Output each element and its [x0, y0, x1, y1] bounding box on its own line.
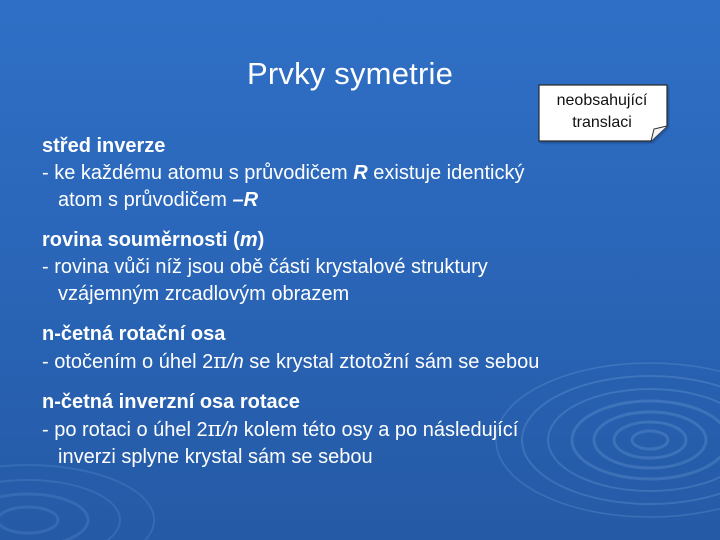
mirror-plane-heading-text: rovina souměrnosti ( [42, 229, 240, 251]
rotoinversion-axis-section [42, 389, 702, 471]
rotation-axis-line-1-suffix: se krystal ztotožní sám se sebou [243, 351, 540, 373]
slide-content [42, 133, 702, 481]
inversion-center-line-1-prefix: - ke každému atomu s průvodičem [42, 162, 354, 184]
inversion-center-line-1-suffix: existuje identický [367, 162, 525, 184]
rotation-axis-line-1 [42, 348, 702, 376]
mirror-plane-line-2: vzájemným zrcadlovým obrazem [58, 283, 350, 305]
inversion-center-r-variable: R [353, 162, 368, 184]
inversion-center-section [42, 133, 702, 214]
rotation-axis-heading: n-četná rotační osa [42, 323, 226, 345]
mirror-plane-heading-suffix: ) [257, 229, 265, 251]
callout-line-1: neobsahující [556, 92, 648, 109]
slide-title: Prvky symetrie [246, 56, 454, 91]
inversion-center-line-2-prefix: atom s průvodičem [58, 189, 233, 211]
rotation-axis-n-variable: /n [227, 351, 244, 373]
rotation-axis-line-1-prefix: - otočením o úhel 2 [42, 351, 214, 373]
rotoinversion-axis-pi-symbol: π [207, 417, 222, 441]
mirror-plane-heading [42, 227, 702, 254]
mirror-plane-section [42, 227, 702, 308]
inversion-center-minus-r-variable: –R [232, 189, 259, 211]
rotoinversion-axis-line-2: inverzi splyne krystal sám se sebou [58, 446, 373, 468]
callout-text [538, 90, 666, 134]
rotoinversion-axis-heading: n-četná inverzní osa rotace [42, 391, 300, 413]
rotoinversion-axis-line-1-suffix: kolem této osy a po následující [238, 419, 519, 441]
callout-line-2: translaci [572, 114, 632, 131]
rotoinversion-axis-line-1 [42, 416, 702, 444]
inversion-center-line-2 [42, 187, 702, 214]
rotoinversion-axis-line-1-prefix: - po rotaci o úhel 2 [42, 419, 208, 441]
rotoinversion-axis-n-variable: /n [221, 419, 239, 441]
mirror-plane-line-1: - rovina vůči níž jsou obě části krystalové struktury [42, 256, 488, 278]
mirror-plane-heading-variable: m [239, 229, 258, 251]
inversion-center-heading: střed inverze [42, 135, 166, 157]
inversion-center-line-1 [42, 160, 702, 187]
rotation-axis-section [42, 321, 702, 376]
rotation-axis-pi-symbol: π [213, 349, 228, 373]
